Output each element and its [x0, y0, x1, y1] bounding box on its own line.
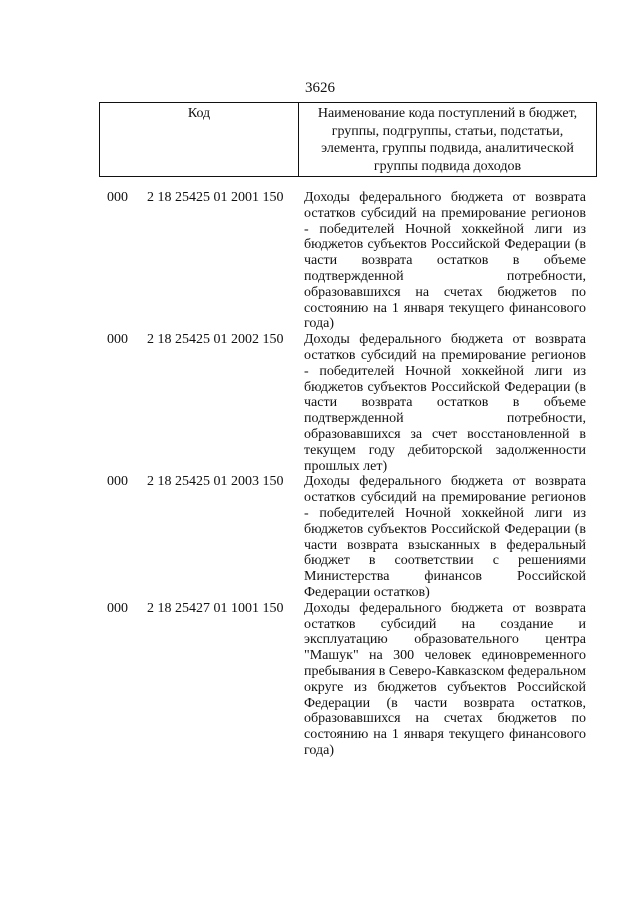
table-row — [0, 601, 640, 759]
revenue-code: 2 18 25425 01 2003 150 — [147, 474, 284, 490]
revenue-code: 2 18 25425 01 2002 150 — [147, 332, 284, 348]
admin-code: 000 — [107, 474, 128, 490]
admin-code: 000 — [107, 332, 128, 348]
revenue-code: 2 18 25427 01 1001 150 — [147, 600, 284, 616]
admin-code: 000 — [107, 600, 128, 616]
revenue-description: Доходы федерального бюджета от возврата остатков субсидий на премирование регионов - победителей Ночной хоккейной лиги из бюджетов субъектов Российской Федерации (в части возврата остатков в объеме подтвержденной потребности, образовавшихся на счетах бюджетов по состоянию на 1 января текущего финансового года) — [304, 190, 586, 332]
table-row — [0, 190, 640, 332]
table-row — [0, 332, 640, 474]
admin-code: 000 — [107, 190, 128, 205]
header-code-column: Код — [100, 103, 299, 176]
page-number: 3626 — [305, 80, 335, 96]
revenue-code: 2 18 25425 01 2001 150 — [147, 190, 284, 205]
revenue-description: Доходы федерального бюджета от возврата остатков субсидий на создание и эксплуатацию образовательного центра "Машук" на 300 человек единовременного пребывания в Северо-Кавказском федеральном округе из бюджетов субъектов Российской Федерации (в части возврата остатков, образовавшихся на счетах бюджетов по состоянию на 1 января текущего финансового года) — [304, 600, 586, 758]
header-name-column: Наименование кода поступлений в бюджет, группы, подгруппы, статьи, подстатьи, элемента, группы подвида, аналитической группы подвида доходов — [317, 106, 578, 174]
table-header — [99, 102, 597, 177]
table-row — [0, 474, 640, 600]
revenue-description: Доходы федерального бюджета от возврата остатков субсидий на премирование регионов - победителей Ночной хоккейной лиги из бюджетов субъектов Российской Федерации (в части возврата остатков в объеме подтвержденной потребности, образовавшихся за счет восстановленной в текущем году дебиторской задолженности прошлых лет) — [304, 332, 586, 474]
revenue-description: Доходы федерального бюджета от возврата остатков субсидий на премирование регионов - победителей Ночной хоккейной лиги из бюджетов субъектов Российской Федерации (в части возврата взысканных в федеральный бюджет в соответствии с решениями Министерства финансов Российской Федерации остатков) — [304, 474, 586, 600]
revenue-code-list — [0, 190, 640, 759]
